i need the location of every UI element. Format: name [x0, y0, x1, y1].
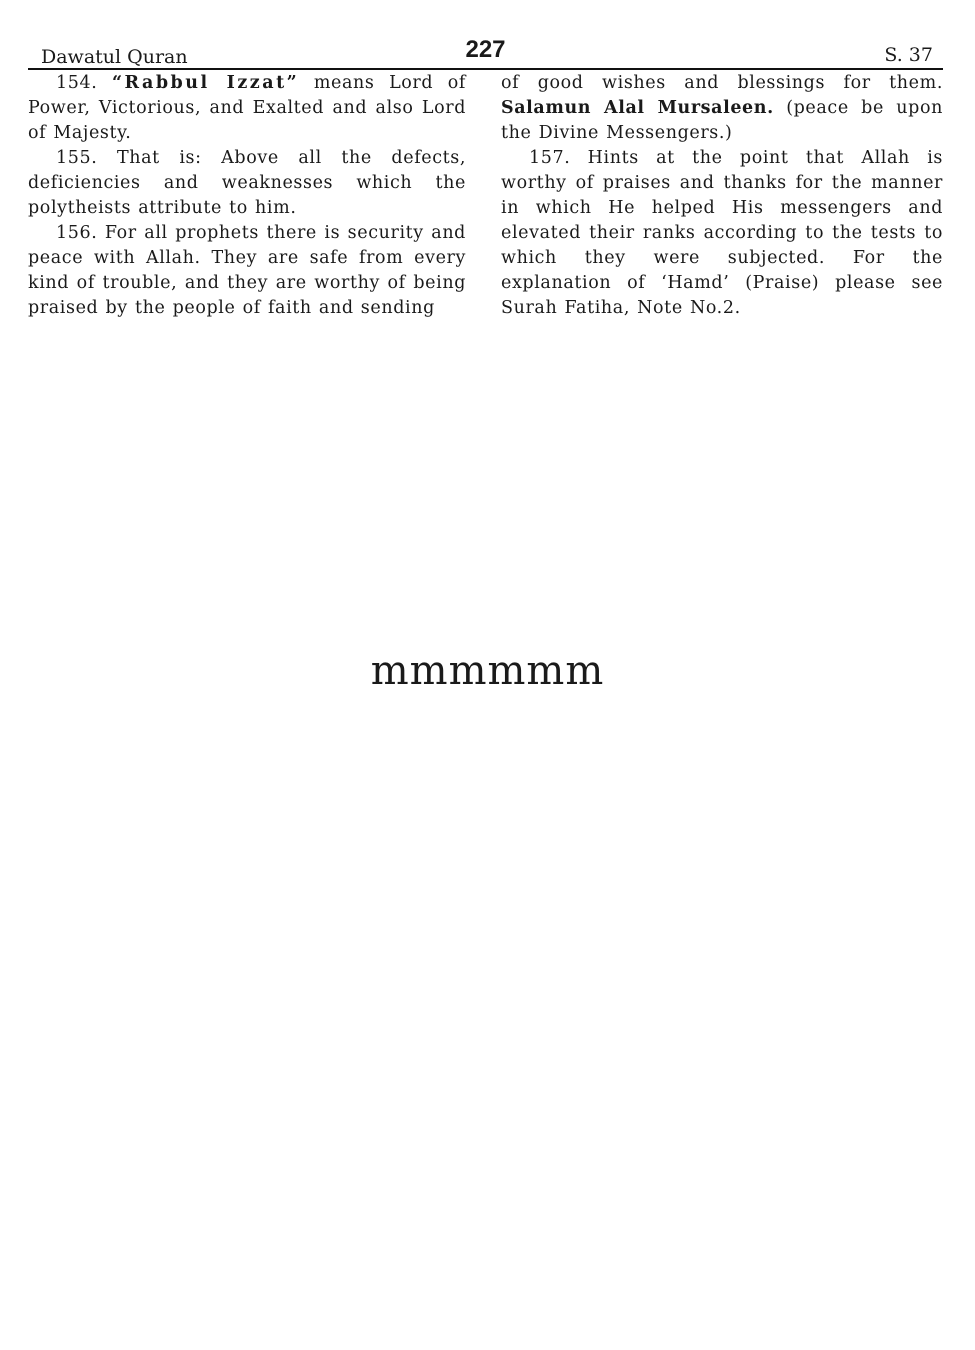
note-156-term: Salamun Alal Mursaleen.: [501, 98, 774, 118]
right-column: [501, 71, 943, 321]
section-end-mark: mmmmmm: [370, 648, 605, 694]
note-155: 155. That is: Above all the defects, deficiencies and weaknesses which the polytheists attribute to him.: [28, 148, 466, 218]
note-154-term: “Rabbul Izzat”: [111, 73, 300, 93]
note-154: [28, 71, 466, 146]
note-156: 156. For all prophets there is security and peace with Allah. They are safe from every kind of trouble, and they are worthy of being praised by the people of faith and sending: [28, 223, 466, 318]
page-header: [28, 36, 943, 70]
book-title: Dawatul Quran: [41, 46, 188, 68]
note-156-continued: [501, 71, 943, 146]
note-154-text: means Lord of Power, Victorious, and Exalted and also Lord of Majesty.: [28, 73, 467, 143]
notes-columns: [28, 71, 943, 331]
left-column: [28, 71, 466, 321]
surah-reference: S. 37: [884, 44, 933, 66]
note-156-continued-text: of good wishes and blessings for them.: [501, 73, 943, 93]
note-157: 157. Hints at the point that Allah is worthy of praises and thanks for the manner in which He helped His messengers and elevated their ranks according to the tests to which they were subjected. For the explanation of ‘Hamd’ (Praise) please see Surah Fatiha, Note No.2.: [501, 148, 943, 318]
page-number: 227: [465, 36, 506, 63]
note-154-number: 154.: [56, 73, 112, 93]
note-156-after-term: (peace be upon the Divine Messengers.): [501, 98, 943, 143]
